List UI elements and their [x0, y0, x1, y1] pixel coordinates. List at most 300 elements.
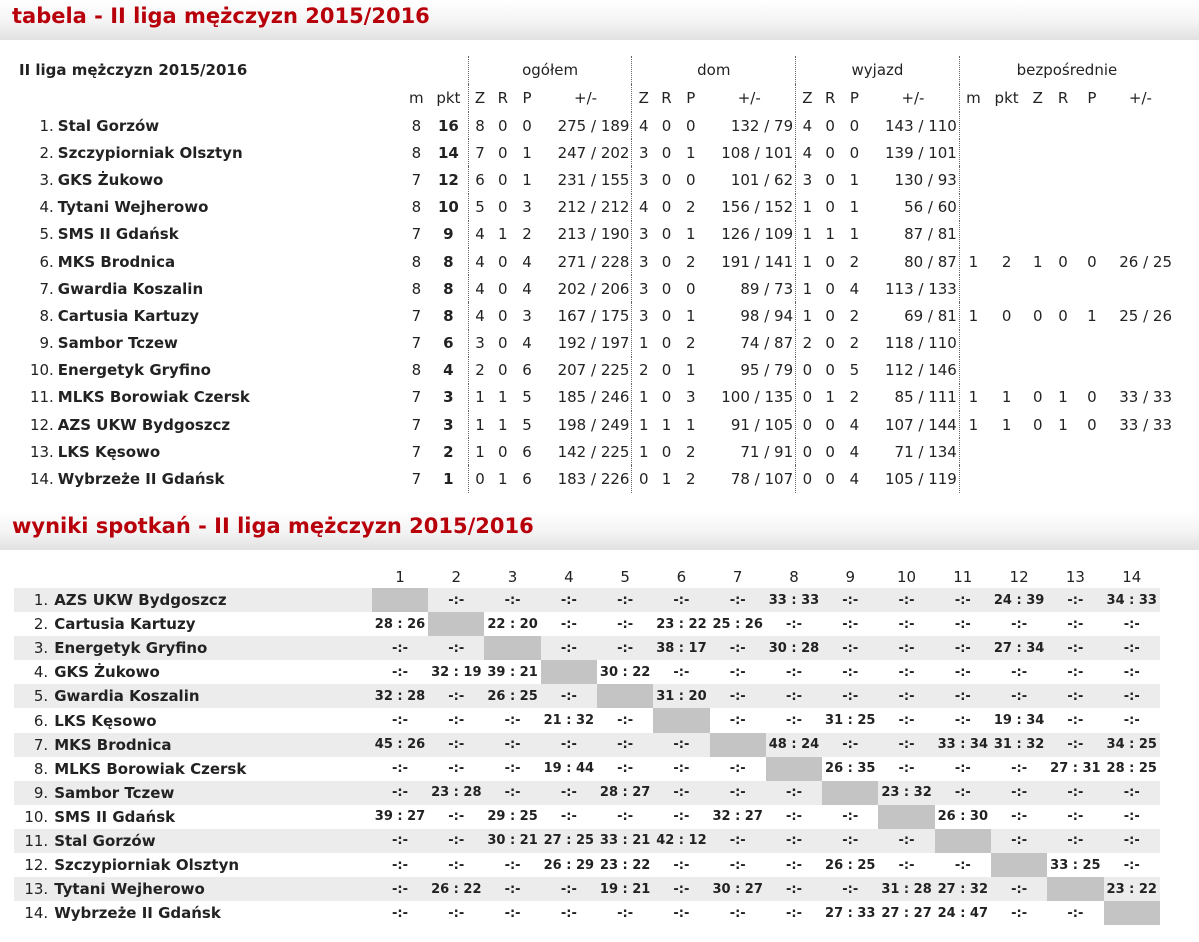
pkt: 9: [443, 225, 454, 244]
away-wins: 1: [796, 194, 819, 221]
m: 7: [411, 170, 422, 189]
diagonal-cell: [1104, 901, 1160, 925]
team-name: Szczypiorniak Olsztyn: [57, 143, 243, 162]
m: 7: [411, 388, 422, 407]
overall-losses: 0: [522, 116, 532, 135]
overall-draws: 1: [498, 225, 508, 244]
overall-wins: 6: [468, 166, 491, 193]
match-score: -:-: [729, 905, 746, 921]
direct-losses: [1077, 112, 1107, 139]
blank: [14, 566, 54, 588]
position: 12.: [24, 856, 49, 875]
results-row: [14, 708, 1160, 732]
match-score: -:-: [617, 713, 634, 729]
direct-balance: [1107, 330, 1174, 357]
results-section-header: [0, 510, 1199, 550]
overall-draws: 1: [498, 415, 508, 434]
away-draws: 0: [825, 252, 835, 271]
direct-matches: [959, 465, 987, 492]
away-wins: 1: [796, 221, 819, 248]
direct-balance: 25 / 26: [1119, 306, 1172, 325]
match-score: 38 : 17: [653, 636, 709, 660]
overall-balance: 275 / 189: [557, 116, 630, 135]
overall-balance: 271 / 228: [557, 252, 630, 271]
away-losses: 1: [849, 170, 860, 189]
match-score: 30 : 22: [599, 664, 651, 680]
direct-matches: 1: [959, 384, 987, 411]
team-name: MKS Brodnica: [54, 733, 372, 757]
results-row: [14, 829, 1160, 853]
col-away-header: +/-: [901, 89, 925, 107]
position: 4.: [33, 663, 49, 682]
away-wins: 0: [796, 465, 819, 492]
m: 7: [411, 470, 422, 489]
match-score: -:-: [448, 857, 465, 873]
match-score: 33 : 33: [766, 588, 822, 612]
position: 8.: [33, 759, 49, 778]
match-score: -:-: [448, 905, 465, 921]
match-score: -:-: [878, 588, 934, 612]
home-draws: 1: [661, 470, 672, 489]
results-row: [14, 757, 1160, 781]
away-wins: 1: [796, 248, 819, 275]
diagonal-cell: [653, 708, 709, 732]
overall-losses: 6: [522, 470, 532, 489]
overall-losses: 6: [522, 361, 532, 380]
position: 10.: [24, 807, 49, 826]
direct-wins: [1026, 330, 1049, 357]
overall-losses: 5: [522, 388, 532, 407]
match-score: -:-: [1104, 636, 1160, 660]
standings-row: [14, 139, 1174, 166]
home-losses: 1: [685, 415, 696, 434]
match-score: 21 : 32: [543, 713, 595, 729]
position: 11.: [29, 388, 54, 407]
match-score: -:-: [653, 733, 709, 757]
col-home-header: +/-: [737, 89, 761, 107]
team-name: Gwardia Koszalin: [57, 279, 204, 298]
direct-losses: [1077, 194, 1107, 221]
results-row: [14, 660, 1160, 684]
match-score: -:-: [484, 733, 540, 757]
match-score: 25 : 26: [712, 616, 763, 632]
match-score: 30 : 27: [710, 877, 766, 901]
match-score: 33 : 34: [935, 733, 991, 757]
team-name: SMS II Gdańsk: [54, 807, 176, 826]
away-draws: 0: [825, 470, 835, 489]
overall-balance: 231 / 155: [557, 170, 630, 189]
home-balance: 74 / 87: [740, 334, 794, 353]
position: 1.: [14, 588, 54, 612]
away-draws: 0: [825, 415, 835, 434]
away-losses: 4: [849, 442, 860, 461]
match-score: -:-: [1011, 809, 1028, 825]
match-score: -:-: [822, 733, 878, 757]
direct-points: [987, 465, 1026, 492]
direct-draws: [1049, 139, 1077, 166]
match-score: -:-: [392, 905, 408, 921]
away-balance: 71 / 134: [894, 442, 957, 461]
position: 5.: [39, 225, 54, 244]
overall-draws: 0: [498, 334, 508, 353]
direct-draws: [1049, 330, 1077, 357]
match-score: -:-: [484, 877, 540, 901]
match-score: 34 : 25: [1104, 733, 1160, 757]
standings-row: [14, 330, 1174, 357]
away-draws: 0: [825, 442, 835, 461]
col-pkt-header: pkt: [436, 89, 461, 107]
home-balance: 101 / 62: [730, 170, 794, 189]
away-balance: 139 / 101: [884, 143, 957, 162]
direct-losses: [1077, 465, 1107, 492]
away-draws: 1: [825, 225, 835, 244]
away-wins: 2: [796, 330, 819, 357]
home-wins: 3: [632, 139, 655, 166]
match-score: -:-: [560, 905, 577, 921]
m: 7: [411, 442, 422, 461]
match-score: -:-: [785, 616, 802, 632]
team-name: Tytani Wejherowo: [54, 877, 372, 901]
blank: [54, 566, 372, 588]
overall-balance: 202 / 206: [557, 279, 630, 298]
away-balance: 113 / 133: [884, 279, 957, 298]
direct-losses: [1077, 438, 1107, 465]
direct-wins: [1026, 166, 1049, 193]
away-wins: 1: [796, 302, 819, 329]
results-row: [14, 853, 1160, 877]
overall-draws: 0: [498, 306, 508, 325]
direct-points: [987, 166, 1026, 193]
match-score: -:-: [842, 809, 859, 825]
match-score: -:-: [954, 664, 971, 680]
standings-row: [14, 248, 1174, 275]
pkt: 8: [443, 279, 454, 298]
away-balance: 56 / 60: [904, 198, 957, 217]
match-score: 26 : 22: [428, 877, 484, 901]
away-draws: 0: [825, 279, 835, 298]
match-score: 33 : 25: [1050, 857, 1101, 873]
match-score: -:-: [1067, 713, 1084, 729]
direct-points: [987, 275, 1026, 302]
m: 7: [411, 306, 422, 325]
match-score: 27 : 32: [935, 877, 991, 901]
match-score: -:-: [954, 761, 971, 777]
home-losses: 0: [685, 116, 696, 135]
away-draws: 0: [825, 170, 835, 189]
match-score: -:-: [484, 781, 540, 805]
away-wins: 0: [796, 357, 819, 384]
home-wins: 3: [632, 248, 655, 275]
overall-wins: 4: [468, 248, 491, 275]
group-home-label: dom: [632, 56, 796, 84]
match-score: -:-: [1123, 664, 1140, 680]
match-score: 28 : 27: [597, 781, 653, 805]
home-balance: 91 / 105: [730, 415, 794, 434]
direct-losses: [1077, 357, 1107, 384]
away-losses: 4: [849, 415, 860, 434]
diagonal-cell: [766, 757, 822, 781]
direct-draws: [1049, 221, 1077, 248]
match-score: -:-: [729, 664, 746, 680]
home-losses: 2: [685, 470, 696, 489]
home-draws: 0: [661, 361, 672, 380]
match-score: -:-: [729, 761, 746, 777]
team-name: MKS Brodnica: [57, 252, 176, 271]
match-score: 31 : 28: [878, 877, 934, 901]
match-score: -:-: [673, 664, 690, 680]
overall-draws: 0: [498, 198, 508, 217]
home-balance: 100 / 135: [721, 388, 794, 407]
match-score: -:-: [560, 809, 577, 825]
team-name: Tytani Wejherowo: [57, 198, 209, 217]
direct-matches: 1: [959, 248, 987, 275]
match-score: 28 : 25: [1106, 761, 1157, 777]
direct-points: [987, 357, 1026, 384]
match-score: 34 : 33: [1104, 588, 1160, 612]
standings-row: [14, 194, 1174, 221]
overall-losses: 5: [522, 415, 532, 434]
direct-draws: 1: [1058, 415, 1068, 434]
overall-losses: 6: [522, 442, 532, 461]
match-score: -:-: [541, 781, 597, 805]
match-score: -:-: [710, 588, 766, 612]
away-losses: 4: [849, 470, 860, 489]
match-score: -:-: [541, 877, 597, 901]
direct-draws: [1049, 357, 1077, 384]
overall-draws: 0: [498, 361, 508, 380]
match-score: -:-: [428, 588, 484, 612]
match-score: 32 : 27: [712, 809, 763, 825]
match-score: -:-: [935, 636, 991, 660]
match-score: 28 : 26: [374, 616, 426, 632]
home-balance: 98 / 94: [740, 306, 794, 325]
match-score: -:-: [392, 761, 408, 777]
home-balance: 132 / 79: [730, 116, 794, 135]
away-losses: 4: [849, 279, 860, 298]
overall-wins: 1: [468, 438, 491, 465]
m: 7: [411, 225, 422, 244]
match-score: -:-: [1104, 684, 1160, 708]
match-score: -:-: [484, 588, 540, 612]
team-name: Cartusia Kartuzy: [54, 615, 196, 634]
away-draws: 0: [825, 306, 835, 325]
match-score: -:-: [1123, 857, 1140, 873]
home-draws: 0: [661, 170, 672, 189]
m: 8: [411, 198, 422, 217]
match-score: -:-: [653, 877, 709, 901]
team-name: GKS Żukowo: [54, 663, 160, 682]
match-score: -:-: [504, 857, 521, 873]
diagonal-cell: [428, 612, 484, 636]
col-direct-header: R: [1057, 89, 1069, 107]
opponent-column-number: 1: [395, 568, 405, 586]
diagonal-cell: [1047, 877, 1103, 901]
overall-losses: 3: [522, 198, 532, 217]
overall-draws: 0: [498, 170, 508, 189]
overall-wins: 5: [468, 194, 491, 221]
opponent-column-number: 9: [845, 568, 856, 586]
match-score: -:-: [991, 781, 1047, 805]
match-score: -:-: [991, 684, 1047, 708]
match-score: -:-: [954, 857, 971, 873]
match-score: -:-: [1123, 713, 1140, 729]
away-wins: 0: [796, 384, 819, 411]
team-name: Wybrzeże II Gdańsk: [54, 904, 221, 923]
m: 8: [411, 116, 422, 135]
away-balance: 107 / 144: [884, 415, 957, 434]
match-score: -:-: [991, 829, 1047, 853]
away-losses: 0: [849, 143, 860, 162]
position: 10.: [29, 361, 54, 380]
home-balance: 71 / 91: [740, 442, 794, 461]
home-losses: 1: [685, 361, 696, 380]
home-draws: 0: [661, 388, 672, 407]
away-draws: 0: [825, 334, 835, 353]
away-wins: 3: [796, 166, 819, 193]
match-score: -:-: [729, 857, 746, 873]
away-wins: 1: [796, 275, 819, 302]
away-balance: 69 / 81: [904, 306, 957, 325]
overall-losses: 1: [522, 170, 532, 189]
overall-balance: 192 / 197: [557, 334, 630, 353]
match-score: -:-: [597, 588, 653, 612]
m: 8: [411, 143, 422, 162]
home-wins: 1: [632, 411, 655, 438]
direct-draws: [1049, 465, 1077, 492]
overall-wins: 4: [468, 302, 491, 329]
match-score: 23 : 28: [428, 781, 484, 805]
match-score: -:-: [1011, 664, 1028, 680]
overall-wins: 3: [468, 330, 491, 357]
direct-balance: [1107, 465, 1174, 492]
overall-draws: 1: [498, 388, 508, 407]
diagonal-cell: [372, 588, 428, 612]
team-name: Gwardia Koszalin: [54, 684, 372, 708]
position: 14.: [24, 904, 49, 923]
overall-balance: 213 / 190: [557, 225, 630, 244]
match-score: 27 : 25: [541, 829, 597, 853]
away-losses: 5: [849, 361, 860, 380]
direct-wins: [1026, 438, 1049, 465]
match-score: 27 : 34: [991, 636, 1047, 660]
col-direct-header: Z: [1032, 89, 1043, 107]
position: 7.: [14, 733, 54, 757]
pkt: 14: [437, 143, 459, 162]
match-score: -:-: [954, 616, 971, 632]
match-score: 26 : 25: [484, 684, 540, 708]
match-score: 45 : 26: [372, 733, 428, 757]
direct-matches: [959, 194, 987, 221]
match-score: -:-: [954, 713, 971, 729]
away-balance: 85 / 111: [894, 388, 957, 407]
away-wins: 0: [796, 438, 819, 465]
opponent-column-number: 4: [564, 568, 574, 586]
match-score: -:-: [448, 809, 465, 825]
opponent-column-number: 11: [953, 568, 973, 586]
direct-losses: 0: [1087, 252, 1097, 271]
home-draws: 0: [661, 225, 672, 244]
home-losses: 2: [685, 198, 696, 217]
col-overall-header: P: [522, 89, 532, 107]
away-wins: 0: [796, 411, 819, 438]
match-score: 26 : 25: [825, 857, 876, 873]
overall-losses: 4: [522, 252, 532, 271]
match-score: -:-: [448, 713, 465, 729]
match-score: -:-: [766, 877, 822, 901]
direct-matches: [959, 438, 987, 465]
match-score: -:-: [935, 588, 991, 612]
direct-losses: [1077, 221, 1107, 248]
direct-points: [987, 438, 1026, 465]
match-score: -:-: [842, 664, 859, 680]
match-score: 30 : 28: [766, 636, 822, 660]
overall-balance: 247 / 202: [557, 143, 630, 162]
away-draws: 0: [825, 198, 835, 217]
match-score: -:-: [1011, 616, 1028, 632]
match-score: -:-: [1047, 684, 1103, 708]
home-losses: 2: [685, 334, 696, 353]
home-wins: 1: [632, 330, 655, 357]
away-losses: 1: [849, 198, 860, 217]
direct-matches: [959, 166, 987, 193]
team-name: Stal Gorzów: [57, 116, 160, 135]
position: 3.: [39, 170, 54, 189]
match-score: -:-: [428, 829, 484, 853]
home-wins: 4: [632, 194, 655, 221]
team-name: Sambor Tczew: [57, 334, 178, 353]
match-score: -:-: [842, 616, 859, 632]
match-score: -:-: [1104, 829, 1160, 853]
position: 2.: [33, 615, 49, 634]
direct-balance: [1107, 139, 1174, 166]
direct-matches: [959, 330, 987, 357]
standings-row: [14, 166, 1174, 193]
match-score: -:-: [448, 761, 465, 777]
away-losses: 2: [849, 334, 860, 353]
match-score: -:-: [653, 781, 709, 805]
standings-row: [14, 384, 1174, 411]
col-direct-header: pkt: [994, 89, 1019, 107]
match-score: -:-: [504, 905, 521, 921]
match-score: 27 : 27: [881, 905, 932, 921]
home-losses: 0: [685, 279, 696, 298]
match-score: -:-: [1067, 905, 1084, 921]
home-wins: 1: [632, 438, 655, 465]
col-home-header: R: [661, 89, 672, 107]
match-score: 39 : 21: [487, 664, 538, 680]
overall-losses: 1: [522, 143, 532, 162]
match-score: 19 : 21: [597, 877, 653, 901]
overall-losses: 2: [522, 225, 532, 244]
overall-draws: 0: [498, 252, 508, 271]
match-score: -:-: [785, 905, 802, 921]
away-losses: 2: [849, 306, 860, 325]
opponent-column-number: 10: [896, 568, 917, 586]
match-score: -:-: [1067, 664, 1084, 680]
match-score: 19 : 34: [993, 713, 1045, 729]
team-name: MLKS Borowiak Czersk: [57, 388, 250, 407]
match-score: -:-: [617, 905, 634, 921]
direct-points: 1: [1001, 415, 1012, 434]
position: 5.: [14, 684, 54, 708]
blank: [14, 84, 58, 112]
home-balance: 89 / 73: [740, 279, 794, 298]
position: 9.: [14, 781, 54, 805]
match-score: -:-: [392, 664, 408, 680]
direct-points: 1: [1001, 388, 1012, 407]
away-balance: 87 / 81: [904, 225, 957, 244]
opponent-column-number: 6: [676, 568, 687, 586]
